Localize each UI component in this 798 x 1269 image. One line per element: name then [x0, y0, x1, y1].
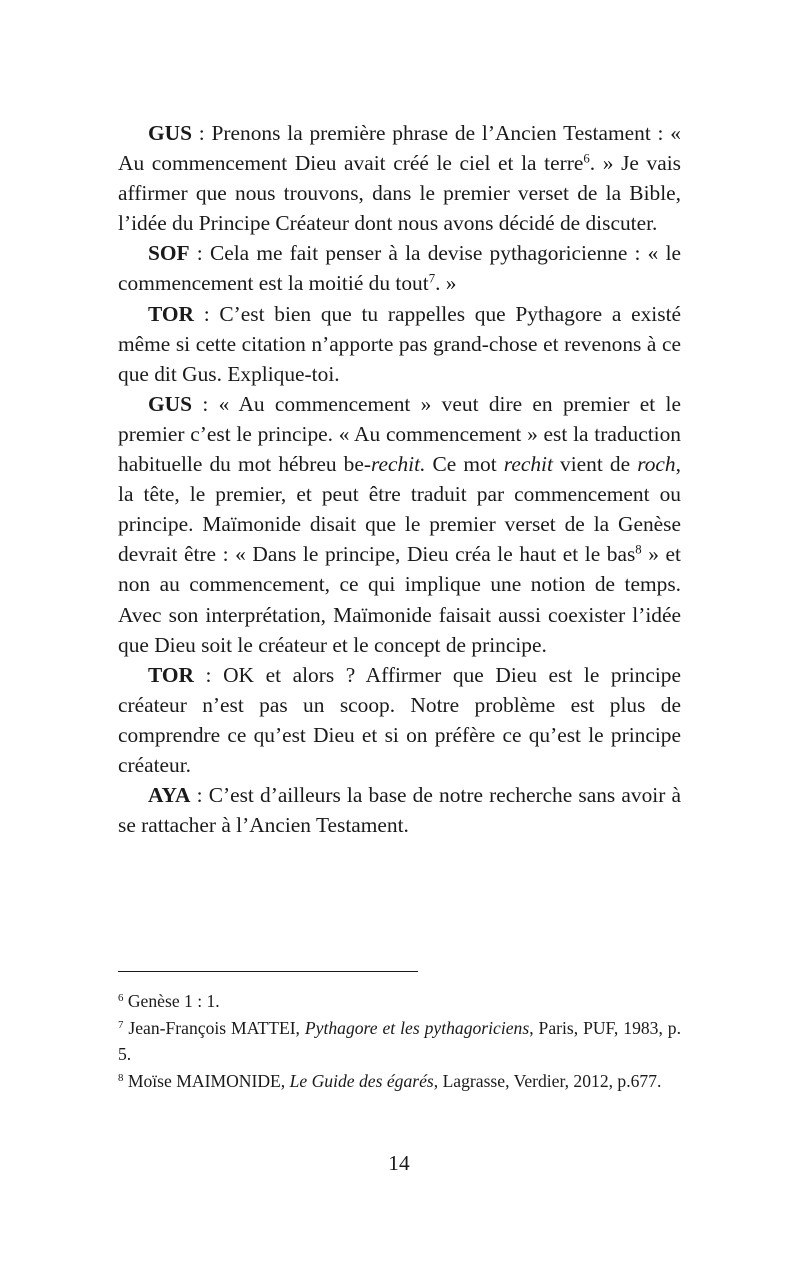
page-number: 14 — [388, 1151, 410, 1175]
speaker-name: SOF — [148, 241, 190, 266]
dialogue-paragraph: TOR : C’est bien que tu rappelles que Pythagore a existé même si cette citation n’apporte pas grand-chose et revenons à ce que dit Gus. Explique-toi. — [118, 301, 681, 386]
book-title: Le Guide des égarés — [289, 1070, 434, 1091]
italic-term: rechit — [503, 452, 553, 477]
footnote-number: 8 — [118, 1071, 124, 1084]
footnote-ref[interactable]: 8 — [635, 542, 642, 557]
footnote: $^7$ Jean-François MATTEI, Pythagore et les pythagoriciens, Paris, PUF, 1983, p. 5. — [118, 1017, 681, 1064]
dialogue-text — [118, 118, 681, 840]
dialogue-paragraph: TOR : OK et alors ? Affirmer que Dieu est le principe créateur n’est pas un scoop. Notre problème est plus de comprendre ce qu’est Dieu et si on préfère ce qu’est le principe créateur. — [118, 662, 681, 777]
footnote-ref[interactable]: 7 — [428, 271, 436, 286]
dialogue-paragraph: GUS : « Au commencement » veut dire en premier et le premier c’est le principe. « Au commencement » est la traduction habituelle du mot hébreu be-rechit. Ce mot rechit vient de roch, la tête, le premier, et peut être traduit par commencement ou principe. Maïmonide disait que le premier verset de la Genèse devrait être : « Dans le principe, Dieu créa le haut et le bas$^8$ » et non au commencement, ce qui implique une notion de temps. Avec son interprétation, Maïmonide faisait aussi coexister l’idée que Dieu soit le créateur et le concept de principe. — [118, 391, 681, 657]
footnote-separator — [118, 971, 418, 972]
dialogue-paragraph: SOF : Cela me fait penser à la devise pythagoricienne : « le commencement est la moitié du tout$^7$. » — [118, 241, 682, 296]
footnotes — [118, 988, 681, 1094]
speaker-name: TOR — [148, 301, 194, 326]
speaker-name: GUS — [148, 391, 192, 416]
dialogue-paragraph: AYA : C’est d’ailleurs la base de notre recherche sans avoir à se rattacher à l’Ancien Testament. — [118, 783, 681, 838]
footnote-number: 7 — [118, 1018, 124, 1031]
book-title: Pythagore et les pythagoriciens — [304, 1017, 530, 1038]
speaker-name: TOR — [148, 662, 194, 687]
italic-term: rechit. — [370, 452, 426, 477]
footnote-number: 6 — [118, 992, 124, 1004]
footnote: $^8$ Moïse MAIMONIDE, Le Guide des égarés, Lagrasse, Verdier, 2012, p.677. — [118, 1070, 662, 1091]
speaker-name: GUS — [148, 121, 192, 145]
speaker-name: AYA — [148, 783, 191, 808]
italic-term: roch — [637, 452, 676, 477]
footnote-ref[interactable]: 6 — [583, 151, 590, 166]
footnote: $^6$ Genèse 1 : 1. — [118, 991, 220, 1011]
dialogue-paragraph: GUS : Prenons la première phrase de l’Ancien Testament : « Au commencement Dieu avait créé le ciel et la terre$^6$. » Je vais affirmer que nous trouvons, dans le premier verset de la Bible, l’idée du Principe Créateur dont nous avons décidé de discuter. — [118, 121, 681, 236]
